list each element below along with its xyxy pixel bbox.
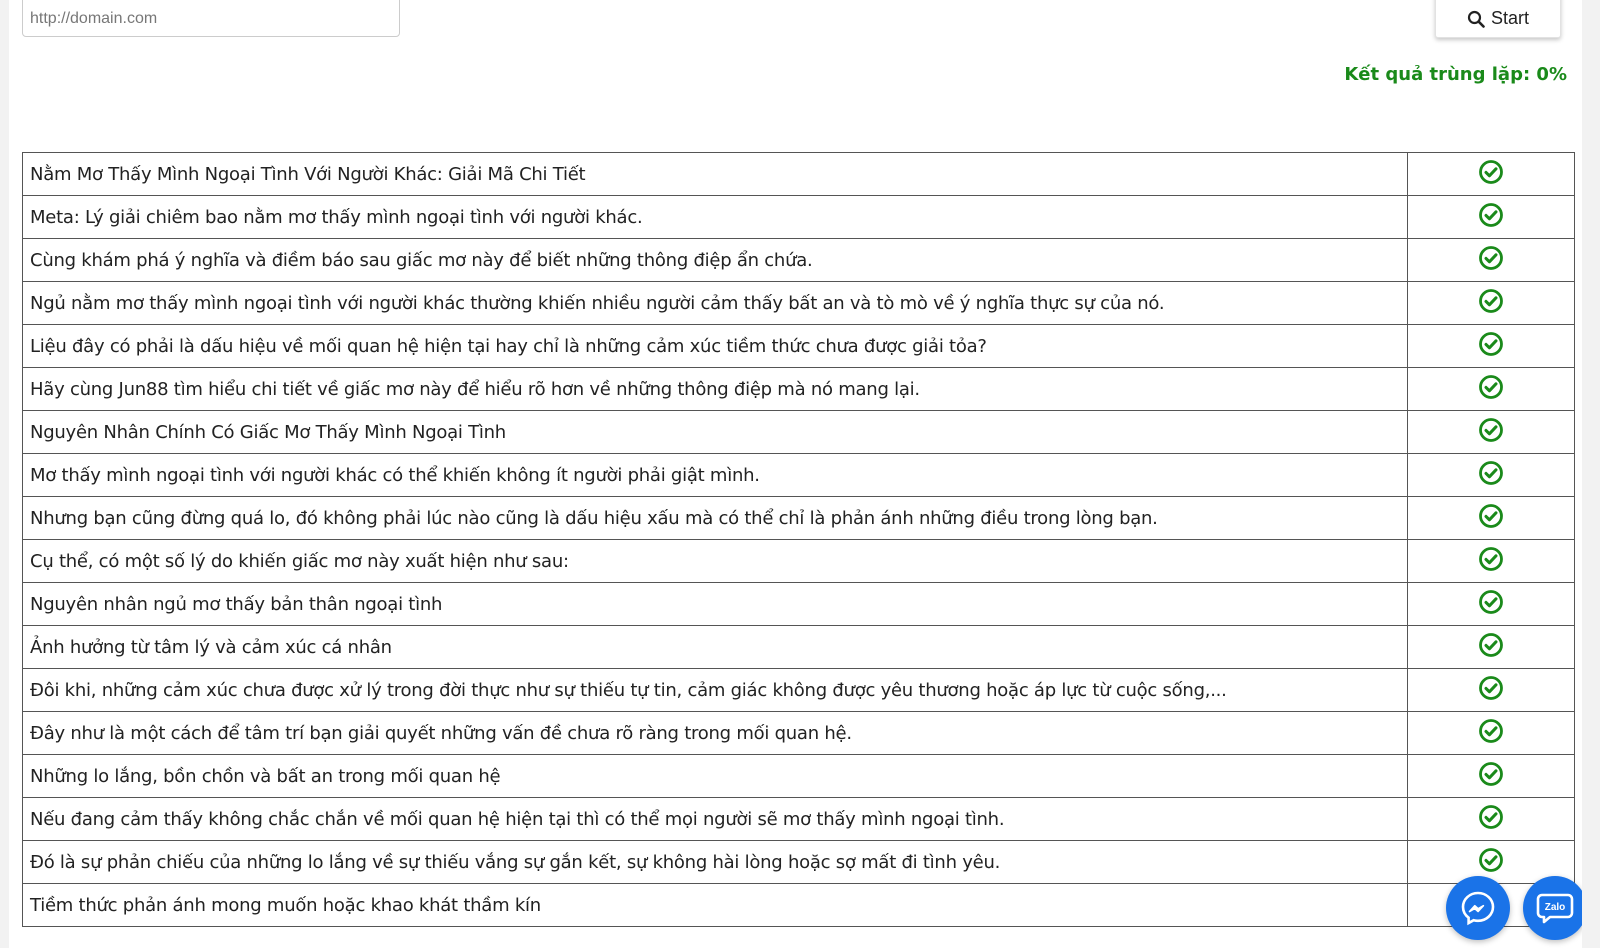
table-row: [23, 583, 1575, 626]
check-circle-icon: [1478, 288, 1504, 314]
table-row: [23, 153, 1575, 196]
sentence-cell: Những lo lắng, bồn chồn và bất an trong mối quan hệ: [23, 755, 1408, 798]
table-row: [23, 196, 1575, 239]
url-input[interactable]: [22, 0, 400, 37]
sentence-cell: Đây như là một cách để tâm trí bạn giải quyết những vấn đề chưa rõ ràng trong mối quan hệ.: [23, 712, 1408, 755]
table-row: [23, 368, 1575, 411]
status-cell: [1408, 411, 1575, 454]
sentence-cell: Tiềm thức phản ánh mong muốn hoặc khao khát thầm kín: [23, 884, 1408, 927]
check-circle-icon: [1478, 374, 1504, 400]
table-row: [23, 755, 1575, 798]
sentence-cell: Nhưng bạn cũng đừng quá lo, đó không phải lúc nào cũng là dấu hiệu xấu mà có thể chỉ là phản ánh những điều trong lòng bạn.: [23, 497, 1408, 540]
status-cell: [1408, 798, 1575, 841]
sentence-cell: Hãy cùng Jun88 tìm hiểu chi tiết về giấc mơ này để hiểu rõ hơn về những thông điệp mà nó mang lại.: [23, 368, 1408, 411]
start-button[interactable]: [1435, 0, 1561, 38]
sentence-cell: Nếu đang cảm thấy không chắc chắn về mối quan hệ hiện tại thì có thể mọi người sẽ mơ thấy mình ngoại tình.: [23, 798, 1408, 841]
status-cell: [1408, 325, 1575, 368]
zalo-button[interactable]: [1523, 876, 1582, 940]
duplicate-result-label: Kết quả trùng lặp: 0%: [1344, 64, 1567, 85]
check-circle-icon: [1478, 632, 1504, 658]
sentence-cell: Nằm Mơ Thấy Mình Ngoại Tình Với Người Khác: Giải Mã Chi Tiết: [23, 153, 1408, 196]
results-table: [22, 152, 1575, 927]
sentence-cell: Nguyên Nhân Chính Có Giấc Mơ Thấy Mình Ngoại Tình: [23, 411, 1408, 454]
table-row: [23, 239, 1575, 282]
messenger-button[interactable]: [1446, 876, 1510, 940]
table-row: [23, 411, 1575, 454]
check-circle-icon: [1478, 546, 1504, 572]
sentence-cell: Đôi khi, những cảm xúc chưa được xử lý trong đời thực như sự thiếu tự tin, cảm giác không được yêu thương hoặc áp lực từ cuộc sống,...: [23, 669, 1408, 712]
check-circle-icon: [1478, 159, 1504, 185]
status-cell: [1408, 282, 1575, 325]
messenger-icon: [1459, 889, 1497, 927]
check-circle-icon: [1478, 675, 1504, 701]
zalo-icon: [1534, 887, 1576, 929]
zalo-label: Zalo: [1544, 902, 1566, 913]
check-circle-icon: [1478, 417, 1504, 443]
table-row: [23, 325, 1575, 368]
status-cell: [1408, 712, 1575, 755]
status-cell: [1408, 497, 1575, 540]
page-container: [9, 0, 1582, 948]
check-circle-icon: [1478, 718, 1504, 744]
search-icon: [1467, 10, 1485, 28]
sentence-cell: Ngủ nằm mơ thấy mình ngoại tình với người khác thường khiến nhiều người cảm thấy bất an và tò mò về ý nghĩa thực sự của nó.: [23, 282, 1408, 325]
table-row: [23, 884, 1575, 927]
status-cell: [1408, 755, 1575, 798]
status-cell: [1408, 153, 1575, 196]
sentence-cell: Nguyên nhân ngủ mơ thấy bản thân ngoại tình: [23, 583, 1408, 626]
sentence-cell: Ảnh hưởng từ tâm lý và cảm xúc cá nhân: [23, 626, 1408, 669]
table-row: [23, 454, 1575, 497]
status-cell: [1408, 626, 1575, 669]
table-row: [23, 712, 1575, 755]
sentence-cell: Cụ thể, có một số lý do khiến giấc mơ này xuất hiện như sau:: [23, 540, 1408, 583]
table-row: [23, 841, 1575, 884]
start-button-label: Start: [1490, 8, 1529, 28]
sentence-cell: Liệu đây có phải là dấu hiệu về mối quan hệ hiện tại hay chỉ là những cảm xúc tiềm thức chưa được giải tỏa?: [23, 325, 1408, 368]
table-row: [23, 282, 1575, 325]
table-row: [23, 669, 1575, 712]
check-circle-icon: [1478, 503, 1504, 529]
table-row: [23, 798, 1575, 841]
check-circle-icon: [1478, 460, 1504, 486]
check-circle-icon: [1478, 804, 1504, 830]
table-row: [23, 497, 1575, 540]
status-cell: [1408, 583, 1575, 626]
table-row: [23, 626, 1575, 669]
sentence-cell: Cùng khám phá ý nghĩa và điềm báo sau giấc mơ này để biết những thông điệp ẩn chứa.: [23, 239, 1408, 282]
check-circle-icon: [1478, 245, 1504, 271]
check-circle-icon: [1478, 331, 1504, 357]
table-row: [23, 540, 1575, 583]
sentence-cell: Meta: Lý giải chiêm bao nằm mơ thấy mình ngoại tình với người khác.: [23, 196, 1408, 239]
check-circle-icon: [1478, 202, 1504, 228]
status-cell: [1408, 368, 1575, 411]
status-cell: [1408, 669, 1575, 712]
check-circle-icon: [1478, 847, 1504, 873]
status-cell: [1408, 540, 1575, 583]
check-circle-icon: [1478, 761, 1504, 787]
sentence-cell: Đó là sự phản chiếu của những lo lắng về sự thiếu vắng sự gắn kết, sự không hài lòng hoặc sợ mất đi tình yêu.: [23, 841, 1408, 884]
status-cell: [1408, 196, 1575, 239]
status-cell: [1408, 454, 1575, 497]
sentence-cell: Mơ thấy mình ngoại tình với người khác có thể khiến không ít người phải giật mình.: [23, 454, 1408, 497]
status-cell: [1408, 239, 1575, 282]
check-circle-icon: [1478, 589, 1504, 615]
